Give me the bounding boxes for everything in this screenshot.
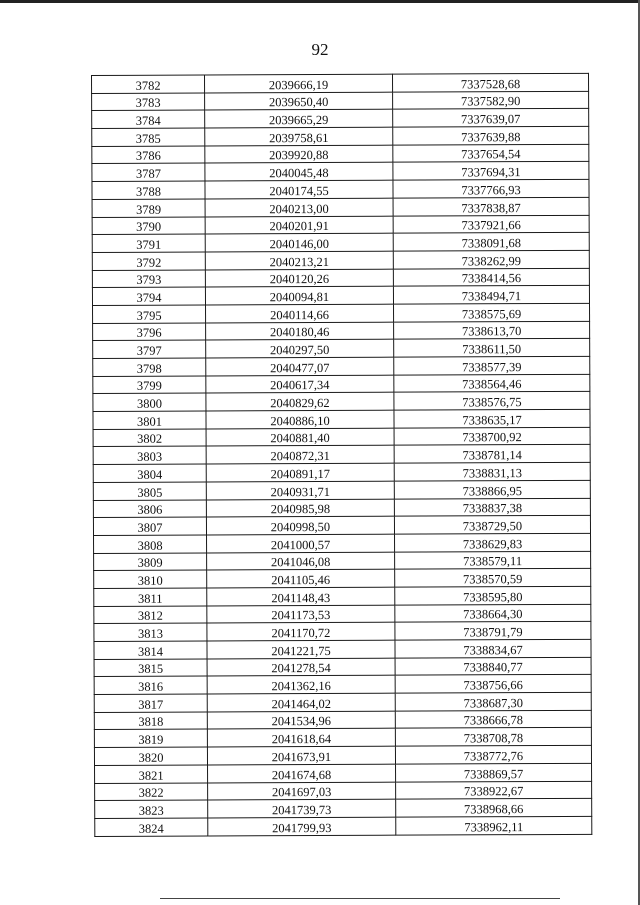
- point-number-cell: 3785: [92, 128, 205, 146]
- x-coordinate-cell: 2039666,19: [205, 74, 393, 93]
- y-coordinate-cell: 7338922,67: [396, 781, 592, 800]
- point-number-cell: 3801: [93, 411, 206, 429]
- table-row: [94, 657, 591, 677]
- y-coordinate-cell: 7337582,90: [393, 91, 589, 110]
- x-coordinate-cell: 2040045,48: [205, 163, 393, 182]
- table-row: [92, 109, 589, 129]
- point-number-cell: 3824: [95, 818, 208, 836]
- x-coordinate-cell: 2039758,61: [205, 127, 393, 146]
- x-coordinate-cell: 2040180,46: [206, 322, 394, 341]
- x-coordinate-cell: 2040931,71: [206, 481, 394, 500]
- point-number-cell: 3802: [93, 429, 206, 447]
- y-coordinate-cell: 7338866,95: [394, 480, 590, 499]
- table-row: [92, 144, 589, 164]
- table-row: [94, 569, 591, 589]
- y-coordinate-cell: 7338629,83: [395, 533, 591, 552]
- table-row: [93, 339, 590, 359]
- point-number-cell: 3822: [95, 782, 208, 800]
- x-coordinate-cell: 2041173,53: [207, 605, 395, 624]
- point-number-cell: 3821: [95, 765, 208, 783]
- y-coordinate-cell: 7338840,77: [395, 657, 591, 676]
- y-coordinate-cell: 7338791,79: [395, 622, 591, 641]
- table-row: [95, 816, 592, 836]
- point-number-cell: 3782: [92, 75, 205, 93]
- y-coordinate-cell: 7338579,11: [395, 551, 591, 570]
- table-row: [93, 462, 590, 482]
- table-row: [93, 427, 590, 447]
- table-row: [93, 374, 590, 394]
- table-row: [94, 728, 591, 748]
- point-number-cell: 3788: [92, 181, 205, 199]
- y-coordinate-cell: 7337766,93: [393, 179, 589, 198]
- table-row: [92, 286, 589, 306]
- table-row: [92, 233, 589, 253]
- y-coordinate-cell: 7338575,69: [394, 303, 590, 322]
- y-coordinate-cell: 7338772,76: [395, 745, 591, 764]
- y-coordinate-cell: 7338635,17: [394, 409, 590, 428]
- y-coordinate-cell: 7338494,71: [393, 286, 589, 305]
- point-number-cell: 3803: [93, 446, 206, 464]
- x-coordinate-cell: 2040213,00: [205, 198, 393, 217]
- table-row: [94, 639, 591, 659]
- x-coordinate-cell: 2040094,81: [205, 286, 393, 305]
- y-coordinate-cell: 7338664,30: [395, 604, 591, 623]
- point-number-cell: 3800: [93, 393, 206, 411]
- point-number-cell: 3805: [93, 482, 206, 500]
- y-coordinate-cell: 7338576,75: [394, 392, 590, 411]
- y-coordinate-cell: 7337528,68: [392, 73, 588, 92]
- y-coordinate-cell: 7338831,13: [394, 462, 590, 481]
- table-row: [93, 480, 590, 500]
- table-row: [94, 745, 591, 765]
- point-number-cell: 3794: [92, 287, 205, 305]
- x-coordinate-cell: 2039650,40: [205, 92, 393, 111]
- table-row: [94, 551, 591, 571]
- point-number-cell: 3783: [92, 93, 205, 111]
- table-row: [93, 516, 590, 536]
- x-coordinate-cell: 2041221,75: [207, 640, 395, 659]
- x-coordinate-cell: 2041673,91: [207, 746, 395, 765]
- x-coordinate-cell: 2040120,26: [205, 269, 393, 288]
- point-number-cell: 3815: [94, 659, 207, 677]
- y-coordinate-cell: 7337694,31: [393, 162, 589, 181]
- y-coordinate-cell: 7337838,87: [393, 197, 589, 216]
- coordinates-table-body: [92, 73, 592, 836]
- x-coordinate-cell: 2041674,68: [208, 764, 396, 783]
- table-row: [94, 622, 591, 642]
- x-coordinate-cell: 2040174,55: [205, 180, 393, 199]
- bottom-rule: [160, 898, 560, 899]
- x-coordinate-cell: 2041046,08: [207, 552, 395, 571]
- table-row: [92, 179, 589, 199]
- x-coordinate-cell: 2041278,54: [207, 658, 395, 677]
- point-number-cell: 3787: [92, 163, 205, 181]
- x-coordinate-cell: 2041697,03: [208, 782, 396, 801]
- point-number-cell: 3820: [94, 747, 207, 765]
- point-number-cell: 3816: [94, 676, 207, 694]
- x-coordinate-cell: 2040297,50: [206, 339, 394, 358]
- point-number-cell: 3792: [92, 252, 205, 270]
- point-number-cell: 3808: [94, 535, 207, 553]
- point-number-cell: 3812: [94, 606, 207, 624]
- table-row: [94, 604, 591, 624]
- point-number-cell: 3811: [94, 588, 207, 606]
- x-coordinate-cell: 2040617,34: [206, 375, 394, 394]
- point-number-cell: 3818: [94, 712, 207, 730]
- point-number-cell: 3807: [93, 517, 206, 535]
- y-coordinate-cell: 7338687,30: [395, 692, 591, 711]
- table-row: [92, 162, 589, 182]
- y-coordinate-cell: 7338781,14: [394, 445, 590, 464]
- x-coordinate-cell: 2040213,21: [205, 251, 393, 270]
- table-row: [92, 268, 589, 288]
- y-coordinate-cell: 7338756,66: [395, 675, 591, 694]
- y-coordinate-cell: 7338091,68: [393, 233, 589, 252]
- table-row: [95, 763, 592, 783]
- x-coordinate-cell: 2040201,91: [205, 216, 393, 235]
- point-number-cell: 3796: [93, 323, 206, 341]
- point-number-cell: 3798: [93, 358, 206, 376]
- x-coordinate-cell: 2040891,17: [206, 463, 394, 482]
- x-coordinate-cell: 2041618,64: [207, 729, 395, 748]
- y-coordinate-cell: 7338564,46: [394, 374, 590, 393]
- y-coordinate-cell: 7338708,78: [395, 728, 591, 747]
- table-row: [92, 73, 589, 93]
- table-row: [92, 126, 589, 146]
- coordinates-table: [91, 73, 592, 837]
- x-coordinate-cell: 2039920,88: [205, 145, 393, 164]
- y-coordinate-cell: 7338869,57: [396, 763, 592, 782]
- y-coordinate-cell: 7338962,11: [396, 816, 592, 835]
- point-number-cell: 3793: [92, 270, 205, 288]
- scan-top-edge: [0, 0, 640, 3]
- x-coordinate-cell: 2040146,00: [205, 233, 393, 252]
- x-coordinate-cell: 2040872,31: [206, 446, 394, 465]
- x-coordinate-cell: 2041148,43: [207, 587, 395, 606]
- table-row: [94, 675, 591, 695]
- table-row: [93, 303, 590, 323]
- x-coordinate-cell: 2041799,93: [208, 817, 396, 836]
- y-coordinate-cell: 7338613,70: [394, 321, 590, 340]
- x-coordinate-cell: 2041464,02: [207, 693, 395, 712]
- x-coordinate-cell: 2039665,29: [205, 110, 393, 129]
- point-number-cell: 3784: [92, 110, 205, 128]
- page-number: 92: [311, 40, 329, 59]
- point-number-cell: 3823: [95, 800, 208, 818]
- point-number-cell: 3799: [93, 376, 206, 394]
- table-row: [95, 781, 592, 801]
- x-coordinate-cell: 2040998,50: [206, 516, 394, 535]
- y-coordinate-cell: 7338837,38: [394, 498, 590, 517]
- point-number-cell: 3817: [94, 694, 207, 712]
- table-row: [92, 91, 589, 111]
- point-number-cell: 3790: [92, 217, 205, 235]
- table-row: [92, 197, 589, 217]
- table-row: [94, 692, 591, 712]
- x-coordinate-cell: 2041362,16: [207, 676, 395, 695]
- x-coordinate-cell: 2041739,73: [208, 799, 396, 818]
- x-coordinate-cell: 2041105,46: [207, 569, 395, 588]
- x-coordinate-cell: 2040477,07: [206, 357, 394, 376]
- x-coordinate-cell: 2041534,96: [207, 711, 395, 730]
- point-number-cell: 3795: [93, 305, 206, 323]
- point-number-cell: 3813: [94, 623, 207, 641]
- table-row: [95, 799, 592, 819]
- point-number-cell: 3789: [92, 199, 205, 217]
- y-coordinate-cell: 7337639,07: [393, 109, 589, 128]
- point-number-cell: 3797: [93, 340, 206, 358]
- y-coordinate-cell: 7338570,59: [395, 569, 591, 588]
- y-coordinate-cell: 7338595,80: [395, 586, 591, 605]
- x-coordinate-cell: 2041000,57: [207, 534, 395, 553]
- x-coordinate-cell: 2040985,98: [206, 499, 394, 518]
- y-coordinate-cell: 7337654,54: [393, 144, 589, 163]
- y-coordinate-cell: 7337639,88: [393, 126, 589, 145]
- x-coordinate-cell: 2040114,66: [206, 304, 394, 323]
- y-coordinate-cell: 7338968,66: [396, 799, 592, 818]
- point-number-cell: 3786: [92, 146, 205, 164]
- y-coordinate-cell: 7338700,92: [394, 427, 590, 446]
- table-row: [93, 409, 590, 429]
- x-coordinate-cell: 2041170,72: [207, 622, 395, 641]
- y-coordinate-cell: 7338577,39: [394, 356, 590, 375]
- table-row: [93, 392, 590, 412]
- table-row: [93, 321, 590, 341]
- point-number-cell: 3810: [94, 570, 207, 588]
- point-number-cell: 3814: [94, 641, 207, 659]
- y-coordinate-cell: 7338834,67: [395, 639, 591, 658]
- table-row: [92, 215, 589, 235]
- y-coordinate-cell: 7338262,99: [393, 250, 589, 269]
- table-row: [94, 710, 591, 730]
- table-row: [93, 445, 590, 465]
- x-coordinate-cell: 2040886,10: [206, 410, 394, 429]
- x-coordinate-cell: 2040881,40: [206, 428, 394, 447]
- table-row: [92, 250, 589, 270]
- y-coordinate-cell: 7338414,56: [393, 268, 589, 287]
- point-number-cell: 3791: [92, 234, 205, 252]
- table-row: [94, 586, 591, 606]
- x-coordinate-cell: 2040829,62: [206, 393, 394, 412]
- point-number-cell: 3819: [94, 729, 207, 747]
- point-number-cell: 3806: [93, 500, 206, 518]
- y-coordinate-cell: 7338666,78: [395, 710, 591, 729]
- y-coordinate-cell: 7338611,50: [394, 339, 590, 358]
- point-number-cell: 3809: [94, 553, 207, 571]
- y-coordinate-cell: 7338729,50: [394, 516, 590, 535]
- y-coordinate-cell: 7337921,66: [393, 215, 589, 234]
- table-row: [94, 533, 591, 553]
- point-number-cell: 3804: [93, 464, 206, 482]
- table-row: [93, 356, 590, 376]
- table-row: [93, 498, 590, 518]
